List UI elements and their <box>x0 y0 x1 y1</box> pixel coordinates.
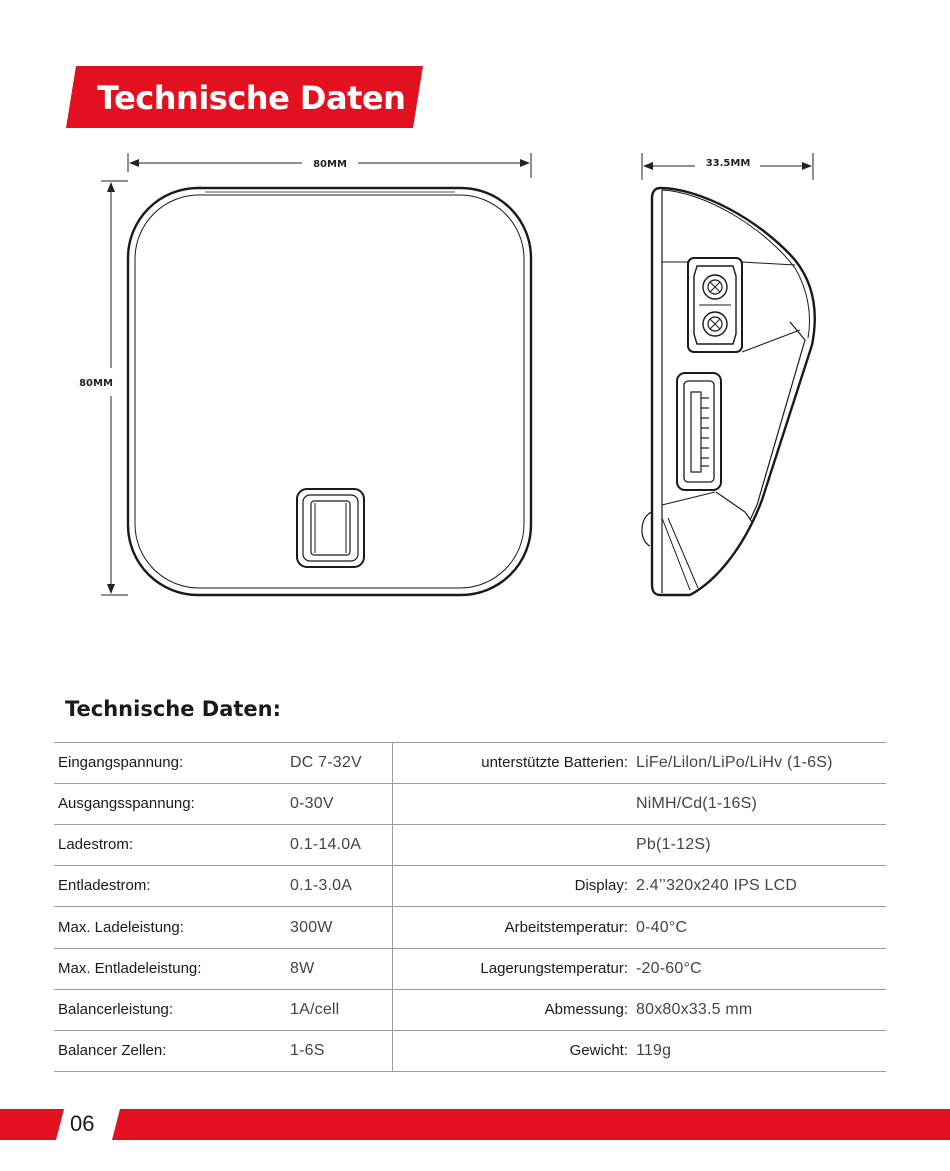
spec-label: Max. Ladeleistung: <box>58 919 184 936</box>
spec-value: Pb(1-12S) <box>636 836 711 853</box>
spec-label: Balancerleistung: <box>58 1001 174 1018</box>
specs-title: Technische Daten: <box>65 697 282 721</box>
depth-dimension-label: 33.5MM <box>705 158 751 169</box>
spec-value: 80x80x33.5 mm <box>636 1001 753 1018</box>
spec-label: Display: <box>574 877 628 894</box>
spec-label: Eingangspannung: <box>58 754 184 771</box>
spec-value: 119g <box>636 1042 672 1059</box>
spec-value: 0-40°C <box>636 919 688 936</box>
spec-value: 8W <box>290 960 315 977</box>
technical-drawing <box>0 140 950 610</box>
spec-value: LiFe/Lilon/LiPo/LiHv (1-6S) <box>636 754 833 771</box>
table-row <box>54 865 886 906</box>
spec-value: 1-6S <box>290 1042 325 1059</box>
table-row <box>54 1030 886 1071</box>
spec-value: NiMH/Cd(1-16S) <box>636 795 758 812</box>
table-rule <box>54 1071 886 1072</box>
table-row <box>54 907 886 948</box>
spec-value: -20-60°C <box>636 960 702 977</box>
spec-value: 0.1-14.0A <box>290 836 362 853</box>
spec-label: Lagerungstemperatur: <box>480 960 628 977</box>
spec-label: Balancer Zellen: <box>58 1042 167 1059</box>
charger-front-outline <box>128 188 531 595</box>
table-row <box>54 989 886 1030</box>
charger-front-inner-outline <box>135 195 524 588</box>
spec-value: 0.1-3.0A <box>290 877 353 894</box>
spec-label: Entladestrom: <box>58 877 151 894</box>
table-row <box>54 742 886 783</box>
spec-value: 2.4’’320x240 IPS LCD <box>636 877 798 894</box>
spec-label: Ladestrom: <box>58 836 134 853</box>
table-row <box>54 783 886 824</box>
table-row <box>54 948 886 989</box>
spec-value: 300W <box>290 919 333 936</box>
spec-label: Abmessung: <box>544 1001 628 1018</box>
specs-table <box>54 742 886 1072</box>
spec-label: Gewicht: <box>569 1042 628 1059</box>
page-number: 06 <box>70 1111 95 1136</box>
spec-label: unterstützte Batterien: <box>481 754 628 771</box>
footer-bar-left <box>0 1109 64 1140</box>
page-title: Technische Daten <box>97 79 406 117</box>
width-dimension-label: 80MM <box>313 159 347 170</box>
spec-value: 1A/cell <box>290 1001 340 1018</box>
height-dimension-label: 80MM <box>79 378 113 389</box>
spec-label: Arbeitstemperatur: <box>504 919 628 936</box>
spec-label: Ausgangsspannung: <box>58 795 195 812</box>
side-view <box>642 153 815 595</box>
table-row <box>54 824 886 865</box>
spec-label: Max. Entladeleistung: <box>58 960 202 977</box>
front-view <box>79 153 531 595</box>
spec-value: 0-30V <box>290 795 334 812</box>
footer-bar-right <box>112 1109 950 1140</box>
spec-value: DC 7-32V <box>290 754 362 771</box>
